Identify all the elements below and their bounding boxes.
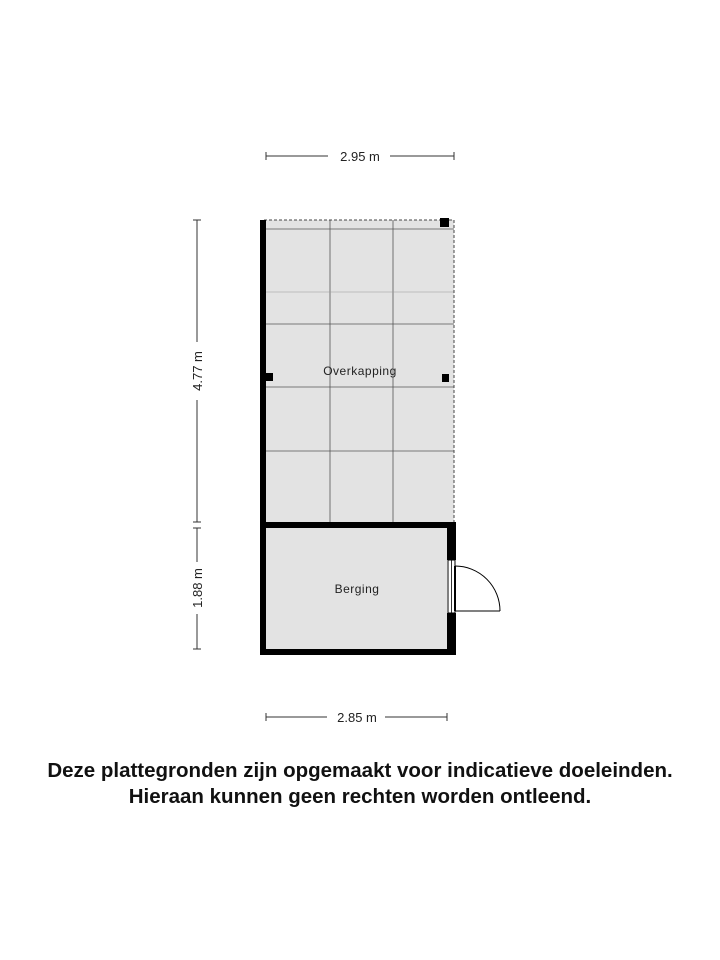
disclaimer-line-1: Deze plattegronden zijn opgemaakt voor indicatieve doeleinden. — [47, 759, 673, 782]
dimension-left-upper-label: 4.77 m — [190, 351, 205, 391]
disclaimer-line-2: Hieraan kunnen geen rechten worden ontleend. — [128, 785, 592, 808]
post-mid-right — [442, 374, 449, 382]
dimension-top-label: 2.95 m — [340, 149, 380, 164]
dimension-bottom-label: 2.85 m — [337, 710, 377, 725]
post-mid-left — [266, 373, 273, 381]
room-label-berging: Berging — [334, 582, 380, 596]
dimension-left-lower-label: 1.88 m — [190, 568, 205, 608]
berging-door — [448, 560, 500, 613]
room-label-overkapping: Overkapping — [323, 364, 397, 378]
post-top-right — [440, 218, 449, 227]
